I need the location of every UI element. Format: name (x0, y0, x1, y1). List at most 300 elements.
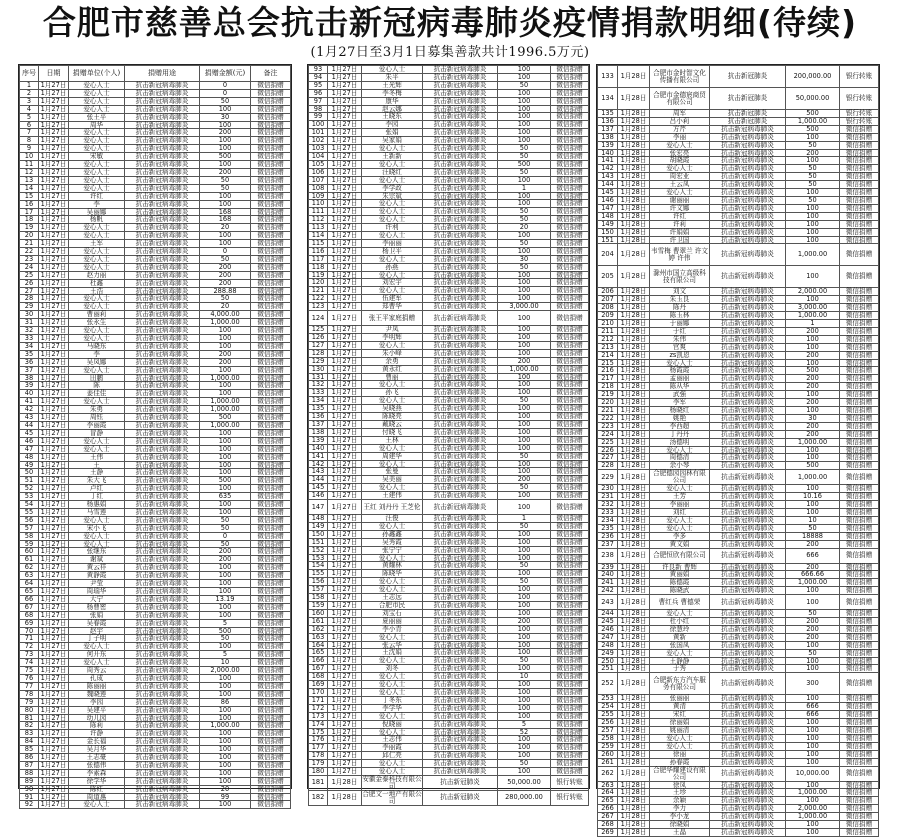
cell-index: 145 (309, 484, 328, 492)
cell-index: 121 (309, 287, 328, 295)
cell-date: 1月28日 (618, 595, 650, 610)
cell-index: 7 (20, 129, 39, 137)
cell-note: 微信捐赠 (840, 212, 879, 220)
cell-donor: 爱心人士 (362, 444, 423, 452)
cell-amount: 1,000.00 (786, 312, 840, 320)
cell-amount: 100 (786, 228, 840, 236)
cell-amount: 100 (786, 797, 840, 805)
cell-date: 1月27日 (39, 540, 69, 548)
cell-donor: 陈德霞 (650, 579, 710, 587)
cell-date: 1月27日 (328, 736, 362, 744)
cell-note: 微信捐赠 (251, 192, 291, 200)
cell-donor: 朱宗斌 (362, 192, 423, 200)
cell-index: 245 (598, 618, 618, 626)
cell-donor: 周钰 (69, 414, 125, 422)
cell-index: 77 (20, 682, 39, 690)
cell-use: 抗击新冠病毒肺炎 (710, 719, 786, 727)
cell-date: 1月27日 (39, 714, 69, 722)
cell-use: 抗击新冠病毒肺炎 (125, 295, 200, 303)
cell-note: 微信捐赠 (251, 445, 291, 453)
cell-donor: 爱心人士 (362, 760, 423, 768)
cell-note: 微信捐赠 (840, 454, 879, 462)
cell-date: 1月27日 (328, 444, 362, 452)
cell-index: 53 (20, 493, 39, 501)
cell-index: 129 (309, 357, 328, 365)
cell-date: 1月28日 (618, 359, 650, 367)
cell-date: 1月27日 (328, 500, 362, 515)
cell-donor: 李力 (650, 805, 710, 813)
cell-use: 抗击新冠病毒肺炎 (423, 586, 498, 594)
cell-donor: 陈从华 (650, 383, 710, 391)
cell-donor: 张永生 (69, 319, 125, 327)
cell-note: 微信捐赠 (840, 204, 879, 212)
cell-note: 微信捐赠 (251, 564, 291, 572)
cell-note: 微信捐赠 (551, 452, 589, 460)
cell-donor: 爱心人士 (69, 263, 125, 271)
cell-use: 抗击新冠病毒肺炎 (423, 381, 498, 389)
cell-index: 152 (309, 546, 328, 554)
cell-use: 抗击新冠病毒肺炎 (125, 445, 200, 453)
cell-donor: 王志远 (362, 594, 423, 602)
cell-amount: 100 (200, 137, 251, 145)
cell-date: 1月28日 (618, 125, 650, 133)
cell-donor: 黄清 (650, 703, 710, 711)
cell-donor: 朱平 (362, 73, 423, 81)
cell-use: 抗击新冠病毒肺炎 (125, 746, 200, 754)
cell-date: 1月28日 (618, 758, 650, 766)
cell-donor: 合肥德园园林有限公司 (650, 470, 710, 485)
cell-date: 1月28日 (618, 797, 650, 805)
cell-date: 1月27日 (328, 208, 362, 216)
cell-amount: 100 (786, 501, 840, 509)
table-row (20, 200, 291, 208)
cell-index: 233 (598, 508, 618, 516)
cell-donor: 杨惠娟 (69, 501, 125, 509)
cell-index: 99 (309, 113, 328, 121)
cell-date: 1月27日 (39, 508, 69, 516)
cell-note: 微信捐赠 (840, 797, 879, 805)
cell-index: 18 (20, 216, 39, 224)
cell-date: 1月27日 (328, 224, 362, 232)
cell-use: 抗击新冠病毒肺炎 (710, 375, 786, 383)
cell-note: 微信捐赠 (551, 633, 589, 641)
cell-amount: 100 (498, 681, 551, 689)
cell-use: 抗击新冠病毒肺炎 (710, 789, 786, 797)
cell-amount: 1,000.00 (200, 398, 251, 406)
cell-index: 28 (20, 295, 39, 303)
cell-donor: 周秀云 (69, 667, 125, 675)
cell-note: 微信捐赠 (251, 698, 291, 706)
cell-donor: 王新新 (362, 152, 423, 160)
cell-donor: 爱心人士 (69, 137, 125, 145)
cell-date: 1月27日 (328, 586, 362, 594)
cell-use: 抗击新冠病毒肺炎 (125, 327, 200, 335)
cell-amount: 100 (498, 420, 551, 428)
cell-use: 抗击新冠病毒肺炎 (710, 236, 786, 244)
table-row (598, 66, 879, 88)
cell-index: 239 (598, 563, 618, 571)
cell-amount: 100 (786, 189, 840, 197)
cell-use: 抗击新冠病毒肺炎 (125, 588, 200, 596)
cell-use: 抗击新冠病毒肺炎 (710, 742, 786, 750)
cell-donor: 丁红 (69, 493, 125, 501)
cell-use: 抗击新冠病毒肺炎 (125, 350, 200, 358)
col-header-note: 备注 (251, 66, 291, 82)
cell-note: 微信捐赠 (551, 121, 589, 129)
cell-use: 抗击新冠病毒肺炎 (710, 288, 786, 296)
cell-date: 1月28日 (618, 587, 650, 595)
cell-amount: 100 (498, 405, 551, 413)
cell-donor: 王浩 (69, 287, 125, 295)
cell-donor: 爱心人士 (650, 165, 710, 173)
cell-date: 1月27日 (39, 445, 69, 453)
table-row (309, 97, 589, 105)
cell-note: 银行转账 (840, 117, 879, 125)
cell-amount: 100 (498, 334, 551, 342)
cell-date: 1月27日 (328, 365, 362, 373)
cell-donor: 爱心人士 (362, 287, 423, 295)
cell-note: 微信捐赠 (251, 588, 291, 596)
cell-donor: 爱心人士 (69, 105, 125, 113)
cell-index: 57 (20, 524, 39, 532)
cell-amount: 100 (786, 335, 840, 343)
cell-donor: 黄耀林 (362, 562, 423, 570)
cell-use: 抗击新冠病毒肺炎 (710, 220, 786, 228)
cell-use: 抗击新冠病毒肺炎 (710, 327, 786, 335)
cell-date: 1月27日 (328, 602, 362, 610)
cell-index: 148 (598, 212, 618, 220)
cell-amount: 280,000.00 (498, 790, 551, 805)
cell-use: 抗击新冠病毒肺炎 (423, 89, 498, 97)
cell-note: 微信捐赠 (840, 649, 879, 657)
cell-note: 微信捐赠 (551, 617, 589, 625)
cell-note: 微信捐赠 (251, 461, 291, 469)
cell-amount: 100 (200, 603, 251, 611)
cell-note: 银行转账 (840, 110, 879, 118)
cell-index: 96 (309, 89, 328, 97)
cell-index: 149 (309, 522, 328, 530)
cell-donor: 爱心人士 (362, 160, 423, 168)
cell-use: 抗击新冠肺炎 (423, 790, 498, 805)
cell-donor: 许莉 (650, 220, 710, 228)
cell-note: 微信捐赠 (551, 224, 589, 232)
cell-amount: 10,000.00 (786, 766, 840, 781)
cell-index: 158 (309, 594, 328, 602)
cell-use: 抗击新冠病毒肺炎 (423, 295, 498, 303)
cell-use: 抗击新冠病毒肺炎 (423, 736, 498, 744)
cell-amount: 100 (498, 436, 551, 444)
cell-amount: 100 (200, 342, 251, 350)
cell-index: 29 (20, 303, 39, 311)
cell-donor: 徐凤 (650, 781, 710, 789)
cell-donor: 徐丽 (650, 750, 710, 758)
table-row (309, 492, 589, 500)
cell-donor: 谢斌 (69, 556, 125, 564)
cell-amount: 86 (200, 698, 251, 706)
cell-amount: 50 (498, 263, 551, 271)
cell-date: 1月27日 (39, 113, 69, 121)
cell-donor: 爱心人士 (362, 554, 423, 562)
cell-donor: 爱心人士 (362, 397, 423, 405)
cell-note: 微信捐赠 (551, 444, 589, 452)
cell-use: 抗击新冠病毒肺炎 (125, 303, 200, 311)
cell-note: 微信捐赠 (551, 357, 589, 365)
cell-date: 1月27日 (39, 730, 69, 738)
cell-date: 1月27日 (328, 625, 362, 633)
table-row (309, 775, 589, 790)
cell-amount: 50,000.00 (786, 88, 840, 110)
table-row (20, 698, 291, 706)
cell-use: 抗击新冠病毒肺炎 (423, 688, 498, 696)
cell-use: 抗击新冠病毒肺炎 (710, 414, 786, 422)
cell-index: 149 (598, 220, 618, 228)
cell-index: 153 (309, 554, 328, 562)
cell-index: 52 (20, 485, 39, 493)
cell-note: 微信捐赠 (551, 97, 589, 105)
cell-note: 微信捐赠 (251, 469, 291, 477)
cell-date: 1月28日 (618, 220, 650, 228)
cell-note: 微信捐赠 (840, 501, 879, 509)
cell-index: 224 (598, 430, 618, 438)
cell-index: 265 (598, 797, 618, 805)
cell-donor: 许红 (650, 212, 710, 220)
cell-use: 抗击新冠病毒肺炎 (710, 633, 786, 641)
cell-date: 1月28日 (618, 335, 650, 343)
cell-note: 微信捐赠 (840, 571, 879, 579)
cell-note: 微信捐赠 (840, 813, 879, 821)
cell-use: 抗击新冠病毒肺炎 (423, 515, 498, 523)
cell-index: 3 (20, 97, 39, 105)
cell-note: 微信捐赠 (251, 501, 291, 509)
cell-use: 抗击新冠病毒肺炎 (710, 133, 786, 141)
cell-donor: 黄文娟 (650, 540, 710, 548)
cell-date: 1月28日 (618, 563, 650, 571)
cell-use: 抗击新冠病毒肺炎 (710, 312, 786, 320)
cell-donor: 许良新 曹辉 (650, 563, 710, 571)
cell-amount: 100 (498, 602, 551, 610)
cell-date: 1月27日 (39, 698, 69, 706)
cell-amount: 10 (498, 673, 551, 681)
cell-date: 1月27日 (39, 342, 69, 350)
table-row (309, 357, 589, 365)
cell-donor: 陈莉 (69, 722, 125, 730)
cell-index: 146 (309, 492, 328, 500)
cell-note: 微信捐赠 (551, 696, 589, 704)
cell-date: 1月28日 (618, 821, 650, 829)
donation-table-block-1 (18, 64, 292, 809)
cell-date: 1月28日 (618, 618, 650, 626)
cell-use: 抗击新冠病毒肺炎 (423, 744, 498, 752)
cell-index: 34 (20, 342, 39, 350)
cell-donor: 陈晓武 (650, 587, 710, 595)
cell-index: 136 (309, 413, 328, 421)
cell-note: 微信捐赠 (840, 532, 879, 540)
cell-date: 1月28日 (618, 501, 650, 509)
cell-amount: 30 (786, 414, 840, 422)
cell-donor: 爱心人士 (650, 734, 710, 742)
cell-note: 微信捐赠 (251, 635, 291, 643)
cell-note: 微信捐赠 (551, 673, 589, 681)
cell-amount: 100 (200, 382, 251, 390)
cell-index: 137 (598, 125, 618, 133)
cell-donor: 黄新 (650, 633, 710, 641)
cell-note: 微信捐赠 (251, 437, 291, 445)
cell-donor: 陈 (69, 382, 125, 390)
cell-donor: 胡晓霞 (650, 157, 710, 165)
cell-index: 106 (309, 168, 328, 176)
cell-donor: 魏晓莲 (69, 690, 125, 698)
cell-index: 230 (598, 485, 618, 493)
cell-index: 5 (20, 113, 39, 121)
cell-amount: 100 (786, 454, 840, 462)
cell-note: 微信捐赠 (551, 515, 589, 523)
cell-index: 103 (309, 145, 328, 153)
cell-use: 抗击新冠肺炎 (423, 775, 498, 790)
table-row (598, 641, 879, 649)
cell-index: 208 (598, 304, 618, 312)
cell-use: 抗击新冠病毒肺炎 (125, 437, 200, 445)
cell-amount: 100 (786, 266, 840, 288)
cell-donor: 爱心人士 (69, 255, 125, 263)
cell-date: 1月28日 (618, 766, 650, 781)
cell-index: 124 (309, 311, 328, 326)
cell-amount: 666.66 (786, 571, 840, 579)
cell-use: 抗击新冠病毒肺炎 (423, 287, 498, 295)
cell-amount: 50,000.00 (498, 775, 551, 790)
cell-donor: 康华 (362, 97, 423, 105)
cell-use: 抗击新冠病毒肺炎 (125, 698, 200, 706)
cell-note: 微信捐赠 (551, 570, 589, 578)
cell-date: 1月28日 (618, 673, 650, 695)
cell-date: 1月28日 (618, 719, 650, 727)
cell-note: 微信捐赠 (551, 389, 589, 397)
cell-donor: 汪晓红 (362, 168, 423, 176)
donation-table (597, 65, 879, 837)
cell-note: 微信捐赠 (551, 420, 589, 428)
cell-amount: 100 (498, 444, 551, 452)
cell-amount: 100 (200, 429, 251, 437)
cell-amount: 100 (498, 137, 551, 145)
cell-donor: 吴美丽 (362, 476, 423, 484)
cell-note: 微信捐赠 (251, 746, 291, 754)
cell-date: 1月28日 (618, 228, 650, 236)
cell-note: 微信捐赠 (551, 176, 589, 184)
cell-date: 1月27日 (328, 97, 362, 105)
cell-donor: 爱心人士 (650, 359, 710, 367)
cell-use: 抗击新冠病毒肺炎 (423, 224, 498, 232)
cell-note: 微信捐赠 (551, 326, 589, 334)
cell-index: 218 (598, 383, 618, 391)
cell-amount: 168 (200, 208, 251, 216)
cell-note: 微信捐赠 (251, 540, 291, 548)
cell-date: 1月27日 (328, 633, 362, 641)
cell-amount: 100 (498, 341, 551, 349)
cell-note: 微信捐赠 (840, 703, 879, 711)
cell-donor: 朱玉良 (650, 296, 710, 304)
cell-donor: 吴丽娜 (69, 208, 125, 216)
cell-index: 264 (598, 789, 618, 797)
cell-use: 抗击新冠病毒肺炎 (423, 66, 498, 74)
cell-note: 微信捐赠 (551, 562, 589, 570)
cell-donor: 马雪莲 (69, 508, 125, 516)
cell-date: 1月28日 (618, 813, 650, 821)
cell-date: 1月28日 (618, 327, 650, 335)
cell-note: 微信捐赠 (840, 141, 879, 149)
cell-amount: 200 (200, 350, 251, 358)
cell-use: 抗击新冠病毒肺炎 (423, 413, 498, 421)
table-row (20, 532, 291, 540)
cell-use: 抗击新冠病毒肺炎 (423, 554, 498, 562)
cell-amount: 100 (498, 121, 551, 129)
cell-date: 1月27日 (39, 153, 69, 161)
cell-use: 抗击新冠病毒肺炎 (710, 665, 786, 673)
cell-use: 抗击新冠病毒肺炎 (125, 754, 200, 762)
cell-donor: 许娟娟 (650, 228, 710, 236)
cell-donor: 官爽 (650, 343, 710, 351)
cell-donor: 爱心人士 (650, 446, 710, 454)
cell-date: 1月27日 (39, 240, 69, 248)
cell-note: 微信捐赠 (251, 97, 291, 105)
cell-index: 246 (598, 625, 618, 633)
cell-date: 1月27日 (328, 279, 362, 287)
cell-index: 42 (20, 406, 39, 414)
cell-note: 微信捐赠 (251, 271, 291, 279)
cell-amount: 100 (786, 407, 840, 415)
cell-index: 213 (598, 343, 618, 351)
cell-use: 抗击新冠病毒肺炎 (710, 618, 786, 626)
cell-amount: 666 (786, 703, 840, 711)
cell-use: 抗击新冠病毒肺炎 (125, 659, 200, 667)
cell-use: 抗击新冠病毒肺炎 (423, 712, 498, 720)
cell-amount: 100 (200, 335, 251, 343)
cell-use: 抗击新冠病毒肺炎 (423, 184, 498, 192)
cell-index: 209 (598, 312, 618, 320)
cell-index: 206 (598, 288, 618, 296)
cell-amount: 50 (786, 196, 840, 204)
cell-index: 157 (309, 586, 328, 594)
cell-note: 微信捐赠 (551, 428, 589, 436)
cell-index: 10 (20, 153, 39, 161)
cell-date: 1月27日 (39, 350, 69, 358)
cell-amount: 100 (200, 674, 251, 682)
cell-note: 微信捐赠 (551, 129, 589, 137)
cell-donor: 姚丽清 (650, 727, 710, 735)
cell-amount: 100 (498, 609, 551, 617)
cell-date: 1月27日 (328, 326, 362, 334)
cell-use: 抗击新冠病毒肺炎 (710, 501, 786, 509)
cell-date: 1月27日 (39, 801, 69, 809)
cell-use: 抗击新冠病毒肺炎 (125, 674, 200, 682)
cell-note: 微信捐赠 (551, 208, 589, 216)
cell-date: 1月28日 (618, 320, 650, 328)
cell-note: 微信捐赠 (251, 161, 291, 169)
cell-note: 微信捐赠 (551, 349, 589, 357)
cell-index: 71 (20, 635, 39, 643)
table-row (20, 358, 291, 366)
cell-index: 87 (20, 761, 39, 769)
cell-amount: 100 (786, 665, 840, 673)
cell-date: 1月28日 (618, 703, 650, 711)
table-row (309, 303, 589, 311)
cell-index: 269 (598, 828, 618, 836)
cell-date: 1月27日 (39, 603, 69, 611)
cell-note: 微信捐赠 (551, 476, 589, 484)
cell-use: 抗击新冠病毒肺炎 (125, 572, 200, 580)
cell-amount: 200 (786, 563, 840, 571)
cell-index: 220 (598, 399, 618, 407)
cell-note: 微信捐赠 (251, 382, 291, 390)
cell-use: 抗击新冠病毒肺炎 (423, 232, 498, 240)
